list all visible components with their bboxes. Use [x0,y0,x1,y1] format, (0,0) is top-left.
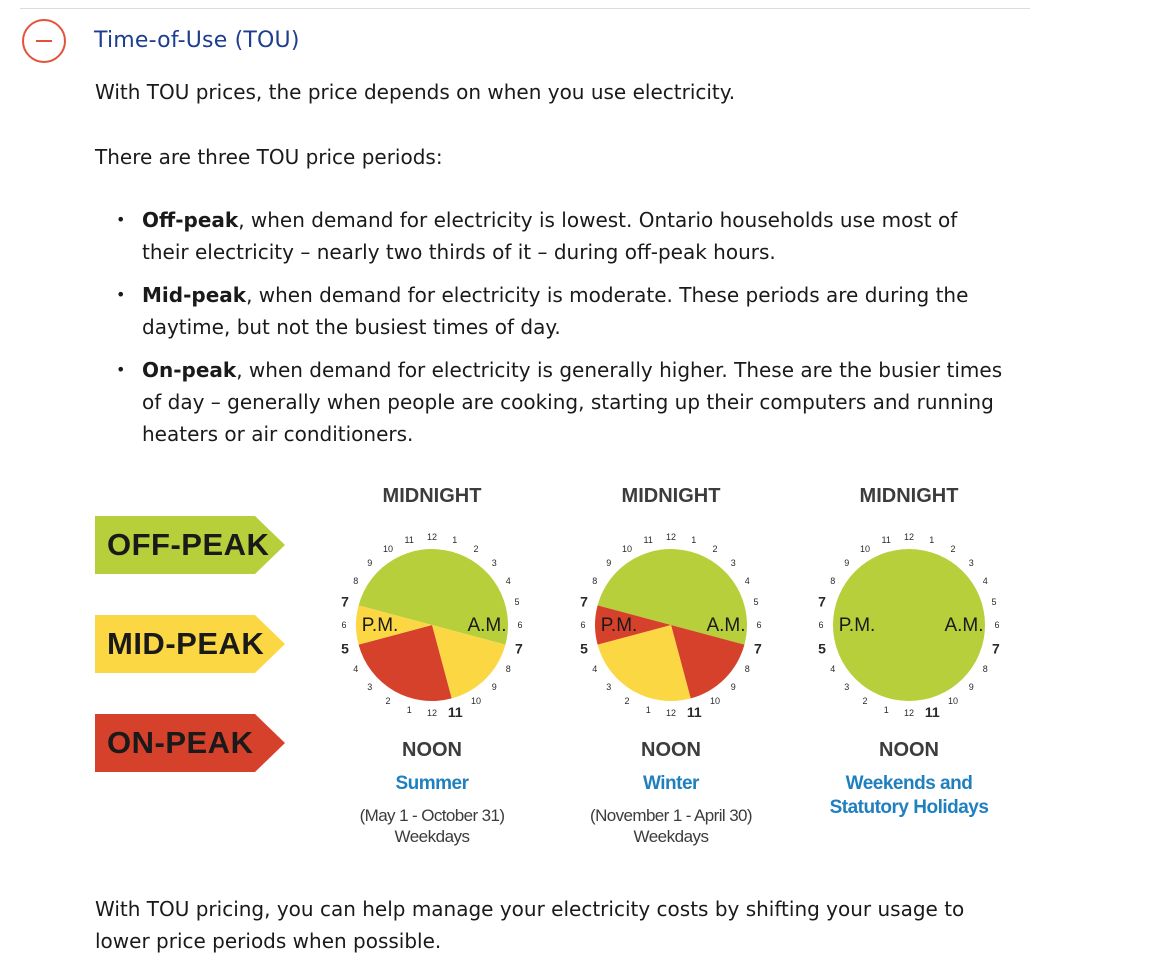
bullet-text: , when demand for electricity is generally higher. These are the busier times of day – generally when people are cooking, starting up their computers and running heaters or air conditioners. [142,358,1003,446]
hour-tick-label: 6 [756,620,762,630]
hour-tick-label: 5 [818,640,826,657]
hour-tick-label: 5 [991,597,997,608]
hour-tick-label: 9 [491,682,497,693]
hour-tick-label: 1 [645,705,651,716]
hour-tick-label: 10 [859,543,871,554]
hour-tick-label: 7 [754,640,762,657]
legend-label: MID-PEAK [107,626,265,661]
season-title-line: Statutory Holidays [829,797,989,818]
hour-tick-label: 7 [515,640,523,657]
noon-label: NOON [402,739,462,761]
hour-tick-label: 6 [994,620,1000,630]
hour-tick-label: 1 [406,705,412,716]
hour-tick-label: 2 [624,696,630,707]
hour-tick-label: 8 [592,576,598,586]
hour-tick-label: 11 [643,534,653,545]
hour-tick-label: 2 [473,543,479,554]
hour-tick-label: 10 [470,696,482,707]
hour-tick-label: 5 [753,597,759,608]
hour-tick-label: 5 [514,597,520,608]
hour-tick-label: 12 [903,532,915,542]
hour-tick-label: 3 [730,557,736,568]
hour-tick-label: 6 [818,620,824,630]
hour-tick-label: 2 [712,543,718,554]
hour-tick-label: 6 [341,620,347,630]
hour-tick-label: 7 [580,593,588,610]
bullet-text: , when demand for electricity is lowest. Ontario households use most of their electricity – nearly two thirds of it – during off-peak hours. [142,208,958,264]
section-title[interactable]: Time-of-Use (TOU) [94,28,300,53]
hour-tick-label: 4 [353,664,359,674]
hour-tick-label: 8 [830,576,836,586]
hour-tick-label: 3 [968,557,974,568]
hour-tick-label: 2 [950,543,956,554]
hour-tick-label: 9 [730,682,736,693]
hour-tick-label: 8 [982,664,988,674]
hour-tick-label: 8 [505,664,511,674]
hour-tick-label: 2 [385,696,391,707]
hour-tick-label: 1 [883,705,889,716]
hour-tick-label: 7 [818,593,826,610]
hour-tick-label: 12 [665,708,677,718]
hour-tick-label: 6 [517,620,523,630]
bullet-term: On-peak [142,358,237,382]
season-title [799,772,1019,820]
bullet-term: Mid-peak [142,283,247,307]
hour-tick-label: 1 [452,534,458,545]
hour-tick-label: 3 [844,682,850,693]
season-title: Winter [643,773,699,794]
hour-tick-label: 11 [447,703,463,720]
hour-tick-label: 11 [686,703,702,720]
hour-tick-label: 11 [924,703,940,720]
hour-tick-label: 3 [491,557,497,568]
season-title: Summer [395,773,469,794]
midnight-label: MIDNIGHT [382,485,482,507]
am-label: A.M. [706,615,746,636]
midnight-label: MIDNIGHT [859,485,959,507]
legend-on-peak [95,714,285,772]
minus-icon [36,40,52,42]
season-days: Weekdays [394,827,470,846]
winter-clock-face [561,520,781,730]
hour-tick-label: 10 [621,543,633,554]
hour-tick-label: 4 [830,664,836,674]
list-item: • On-peak, when demand for electricity is generally higher. These are the busier times of day – generally when people are cooking, starting up their computers and running heaters or air conditioners. [116,358,1003,446]
hour-tick-label: 12 [665,532,677,542]
midnight-label: MIDNIGHT [621,485,721,507]
hour-tick-label: 10 [709,696,721,707]
pm-label: P.M. [361,615,399,636]
hour-tick-label: 5 [580,640,588,657]
bullet-text: , when demand for electricity is moderate. These periods are during the daytime, but not the busiest times of day. [142,283,969,339]
list-item: • Off-peak, when demand for electricity is lowest. Ontario households use most of their electricity – nearly two thirds of it – during off-peak hours. [116,208,958,264]
legend-label: OFF-PEAK [107,527,270,562]
hour-tick-label: 12 [426,708,438,718]
hour-tick-label: 7 [992,640,1000,657]
hour-tick-label: 8 [744,664,750,674]
hour-tick-label: 4 [505,576,511,586]
hour-tick-label: 1 [691,534,697,545]
hour-tick-label: 9 [367,557,373,568]
hour-tick-label: 2 [862,696,868,707]
hour-tick-label: 8 [353,576,359,586]
hour-tick-label: 10 [382,543,394,554]
weekends-clock-face [799,520,1019,730]
hour-tick-label: 11 [404,534,414,545]
bullet-term: Off-peak [142,208,239,232]
am-label: A.M. [467,615,507,636]
closing-text: With TOU pricing, you can help manage your electricity costs by shifting your usage to lower price periods when possible. [95,897,965,953]
hour-tick-label: 1 [929,534,935,545]
hour-tick-label: 4 [592,664,598,674]
hour-tick-label: 4 [982,576,988,586]
hour-tick-label: 5 [341,640,349,657]
periods-intro-text: There are three TOU price periods: [95,145,443,169]
hour-tick-label: 12 [903,708,915,718]
legend-off-peak [95,516,285,574]
top-divider [20,8,1030,9]
season-dates: (May 1 - October 31) [359,806,505,825]
price-periods-list [110,204,1010,461]
hour-tick-label: 9 [844,557,850,568]
legend-label: ON-PEAK [107,725,254,760]
noon-label: NOON [879,739,939,761]
hour-tick-label: 10 [947,696,959,707]
season-dates: (November 1 - April 30) [590,806,752,825]
hour-tick-label: 9 [968,682,974,693]
hour-tick-label: 4 [744,576,750,586]
noon-label: NOON [641,739,701,761]
hour-tick-label: 6 [580,620,586,630]
pm-label: P.M. [600,615,638,636]
season-days: Weekdays [633,827,709,846]
intro-text: With TOU prices, the price depends on when you use electricity. [95,80,736,104]
hour-tick-label: 9 [606,557,612,568]
summer-clock-face [322,520,542,730]
hour-tick-label: 3 [367,682,373,693]
hour-tick-label: 12 [426,532,438,542]
hour-tick-label: 3 [606,682,612,693]
legend-mid-peak [95,615,285,673]
hour-tick-label: 7 [341,593,349,610]
season-title-line: Weekends and [845,773,973,794]
collapse-button[interactable] [22,19,66,63]
am-label: A.M. [944,615,984,636]
list-item: • Mid-peak, when demand for electricity is moderate. These periods are during the daytime, but not the busiest times of day. [116,283,969,339]
hour-tick-label: 11 [881,534,891,545]
pm-label: P.M. [838,615,876,636]
